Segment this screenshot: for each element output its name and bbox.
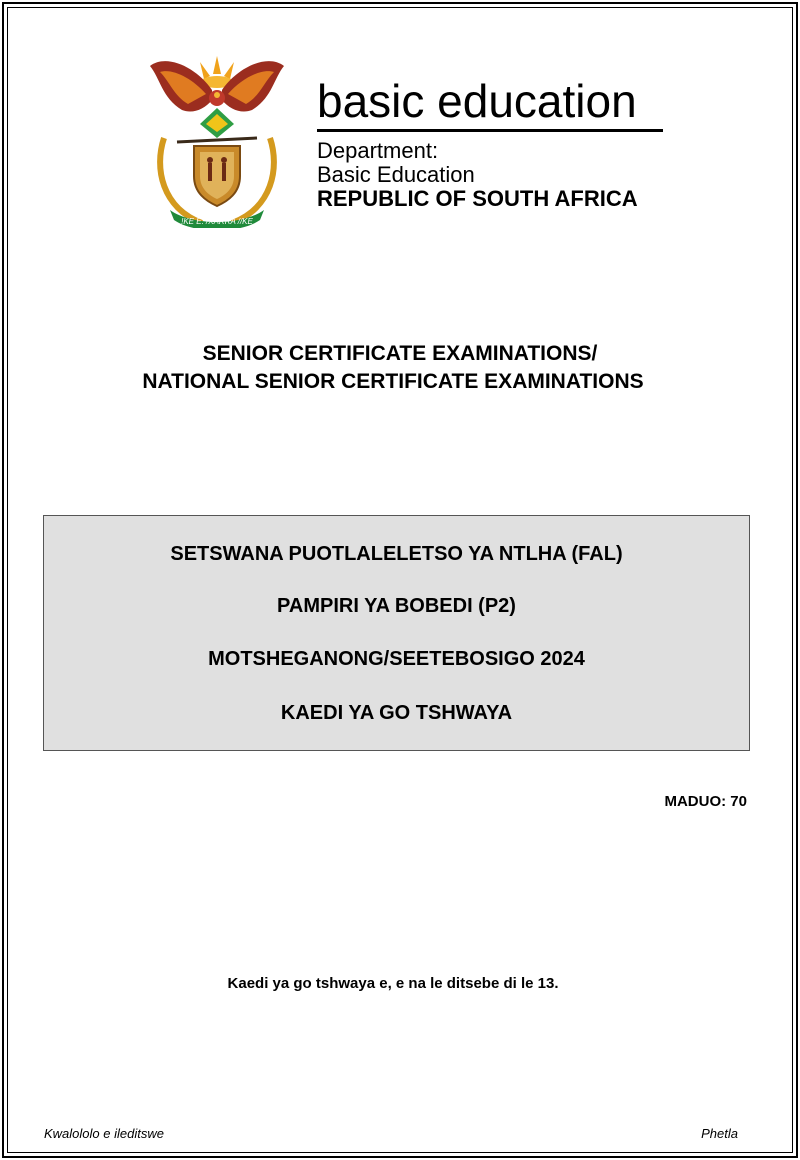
exam-heading-line2: NATIONAL SENIOR CERTIFICATE EXAMINATIONS — [142, 370, 644, 393]
subject-box — [43, 515, 750, 751]
paper-number: PAMPIRI YA BOBEDI (P2) — [277, 595, 516, 617]
brand-title: basic education — [317, 75, 637, 127]
department-label: Department: — [317, 138, 439, 163]
subject-title: SETSWANA PUOTLALELETSO YA NTLHA (FAL) — [170, 543, 623, 565]
brand-underline — [317, 129, 663, 132]
page-count-note: Kaedi ya go tshwaya e, e na le ditsebe di le 13. — [227, 975, 559, 992]
country-name: REPUBLIC OF SOUTH AFRICA — [317, 186, 638, 211]
coat-of-arms-logo — [142, 48, 292, 228]
footer-copyright: Kwalololo e ileditswe — [44, 1126, 164, 1141]
svg-text:!KE E: /XARRA //KE: !KE E: /XARRA //KE — [181, 217, 253, 226]
document-type: KAEDI YA GO TSHWAYA — [280, 702, 513, 724]
exam-heading-line1: SENIOR CERTIFICATE EXAMINATIONS/ — [202, 342, 598, 365]
department-name: Basic Education — [317, 162, 475, 187]
exam-session: MOTSHEGANONG/SEETEBOSIGO 2024 — [208, 648, 585, 670]
footer-turn-over: Phetla — [701, 1126, 738, 1141]
total-marks: MADUO: 70 — [664, 793, 747, 810]
